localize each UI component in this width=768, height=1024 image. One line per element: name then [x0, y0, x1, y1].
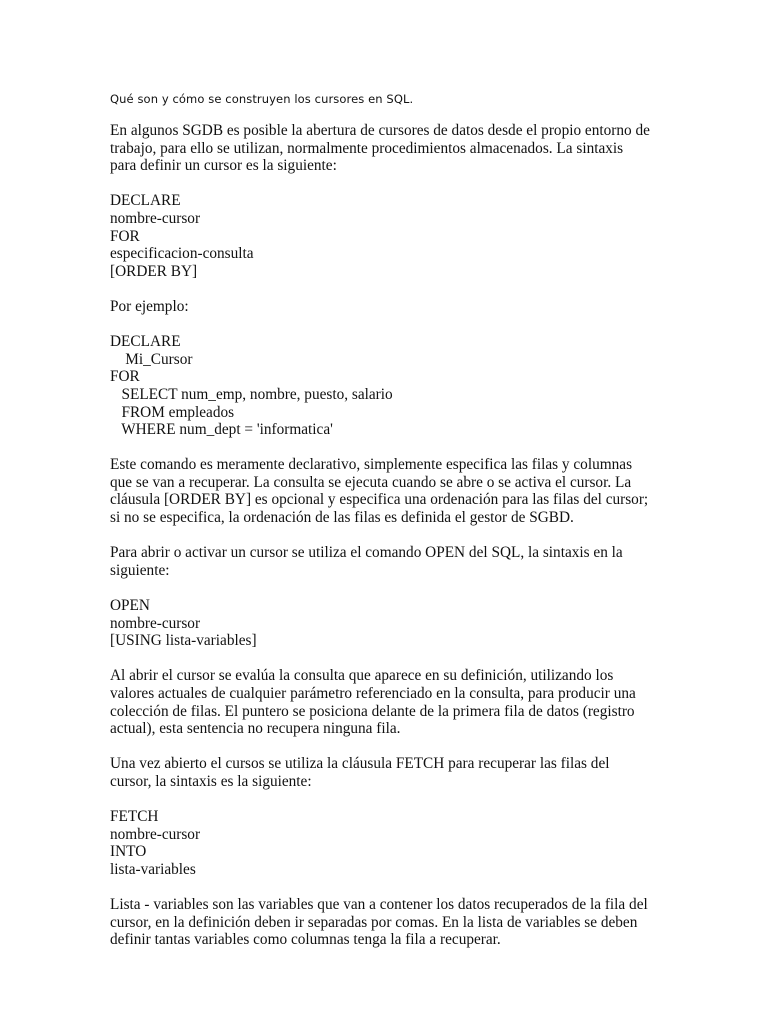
text-line: [USING lista-variables] — [110, 632, 257, 650]
text-line: Mi_Cursor — [110, 350, 193, 368]
text-line: nombre-cursor — [110, 614, 201, 632]
text-line: lista-variables — [110, 860, 196, 878]
text-line: OPEN — [110, 597, 150, 615]
paragraph — [110, 192, 670, 280]
text-line: especificacion-consulta — [110, 245, 254, 263]
text-line: Por ejemplo: — [110, 297, 189, 315]
text-line: cursor, la sintaxis es la siguiente: — [110, 772, 312, 790]
text-line: INTO — [110, 843, 147, 861]
text-line: valores actuales de cualquier parámetro referenciado en la consulta, para producir una — [110, 685, 636, 702]
text-line: FOR — [110, 227, 140, 245]
text-line: definir tantas variables como columnas tenga la fila a recuperar. — [110, 931, 501, 949]
document-body — [110, 122, 670, 967]
paragraph — [110, 333, 670, 439]
text-line: Lista - variables son las variables que van a contener los datos recuperados de la fila del — [110, 896, 648, 914]
text-line: actual), esta sentencia no recupera ninguna fila. — [110, 720, 401, 738]
text-line: nombre-cursor — [110, 825, 201, 843]
paragraph — [110, 544, 670, 579]
text-line: siguiente: — [110, 561, 170, 579]
paragraph — [110, 122, 670, 175]
text-line: que se van a recuperar. La consulta se ejecuta cuando se abre o se activa el cursor. La — [110, 473, 632, 491]
paragraph — [110, 456, 670, 526]
text-line: nombre-cursor — [110, 209, 201, 227]
paragraph — [110, 298, 670, 316]
text-line: En algunos SGDB es posible la abertura de cursores de datos desde el propio entorno de — [110, 122, 650, 139]
paragraph — [110, 667, 670, 737]
text-line: colección de filas. El puntero se posiciona delante de la primera fila de datos (registro — [110, 702, 635, 720]
paragraph — [110, 896, 670, 949]
text-line: Al abrir el cursor se evalúa la consulta que aparece en su definición, utilizando los — [110, 667, 614, 685]
text-line: trabajo, para ello se utilizan, normalmente procedimientos almacenados. La sintaxis — [110, 139, 624, 157]
text-line: SELECT num_emp, nombre, puesto, salario — [110, 385, 393, 403]
text-line: FETCH — [110, 808, 159, 826]
text-line: cláusula [ORDER BY] es opcional y especifica una ordenación para las filas del cursor; — [110, 491, 649, 509]
text-line: Para abrir o activar un cursor se utiliza el comando OPEN del SQL, la sintaxis en la — [110, 544, 623, 562]
text-line: [ORDER BY] — [110, 262, 198, 280]
paragraph — [110, 808, 670, 878]
paragraph — [110, 597, 670, 650]
text-line: DECLARE — [110, 192, 181, 210]
text-line: FROM empleados — [110, 403, 235, 421]
text-line: Una vez abierto el cursos se utiliza la cláusula FETCH para recuperar las filas del — [110, 755, 610, 773]
text-line: WHERE num_dept = 'informatica' — [110, 421, 333, 439]
text-line: cursor, en la definición deben ir separadas por comas. En la lista de variables se deben — [110, 913, 638, 931]
document-title: Qué son y cómo se construyen los cursores en SQL. — [110, 92, 414, 106]
text-line: para definir un cursor es la siguiente: — [110, 157, 337, 175]
paragraph — [110, 755, 670, 790]
text-line: Este comando es meramente declarativo, simplemente especifica las filas y columnas — [110, 456, 633, 474]
text-line: si no se especifica, la ordenación de las filas es definida el gestor de SGBD. — [110, 509, 574, 527]
text-line: FOR — [110, 368, 140, 386]
text-line: DECLARE — [110, 333, 181, 351]
